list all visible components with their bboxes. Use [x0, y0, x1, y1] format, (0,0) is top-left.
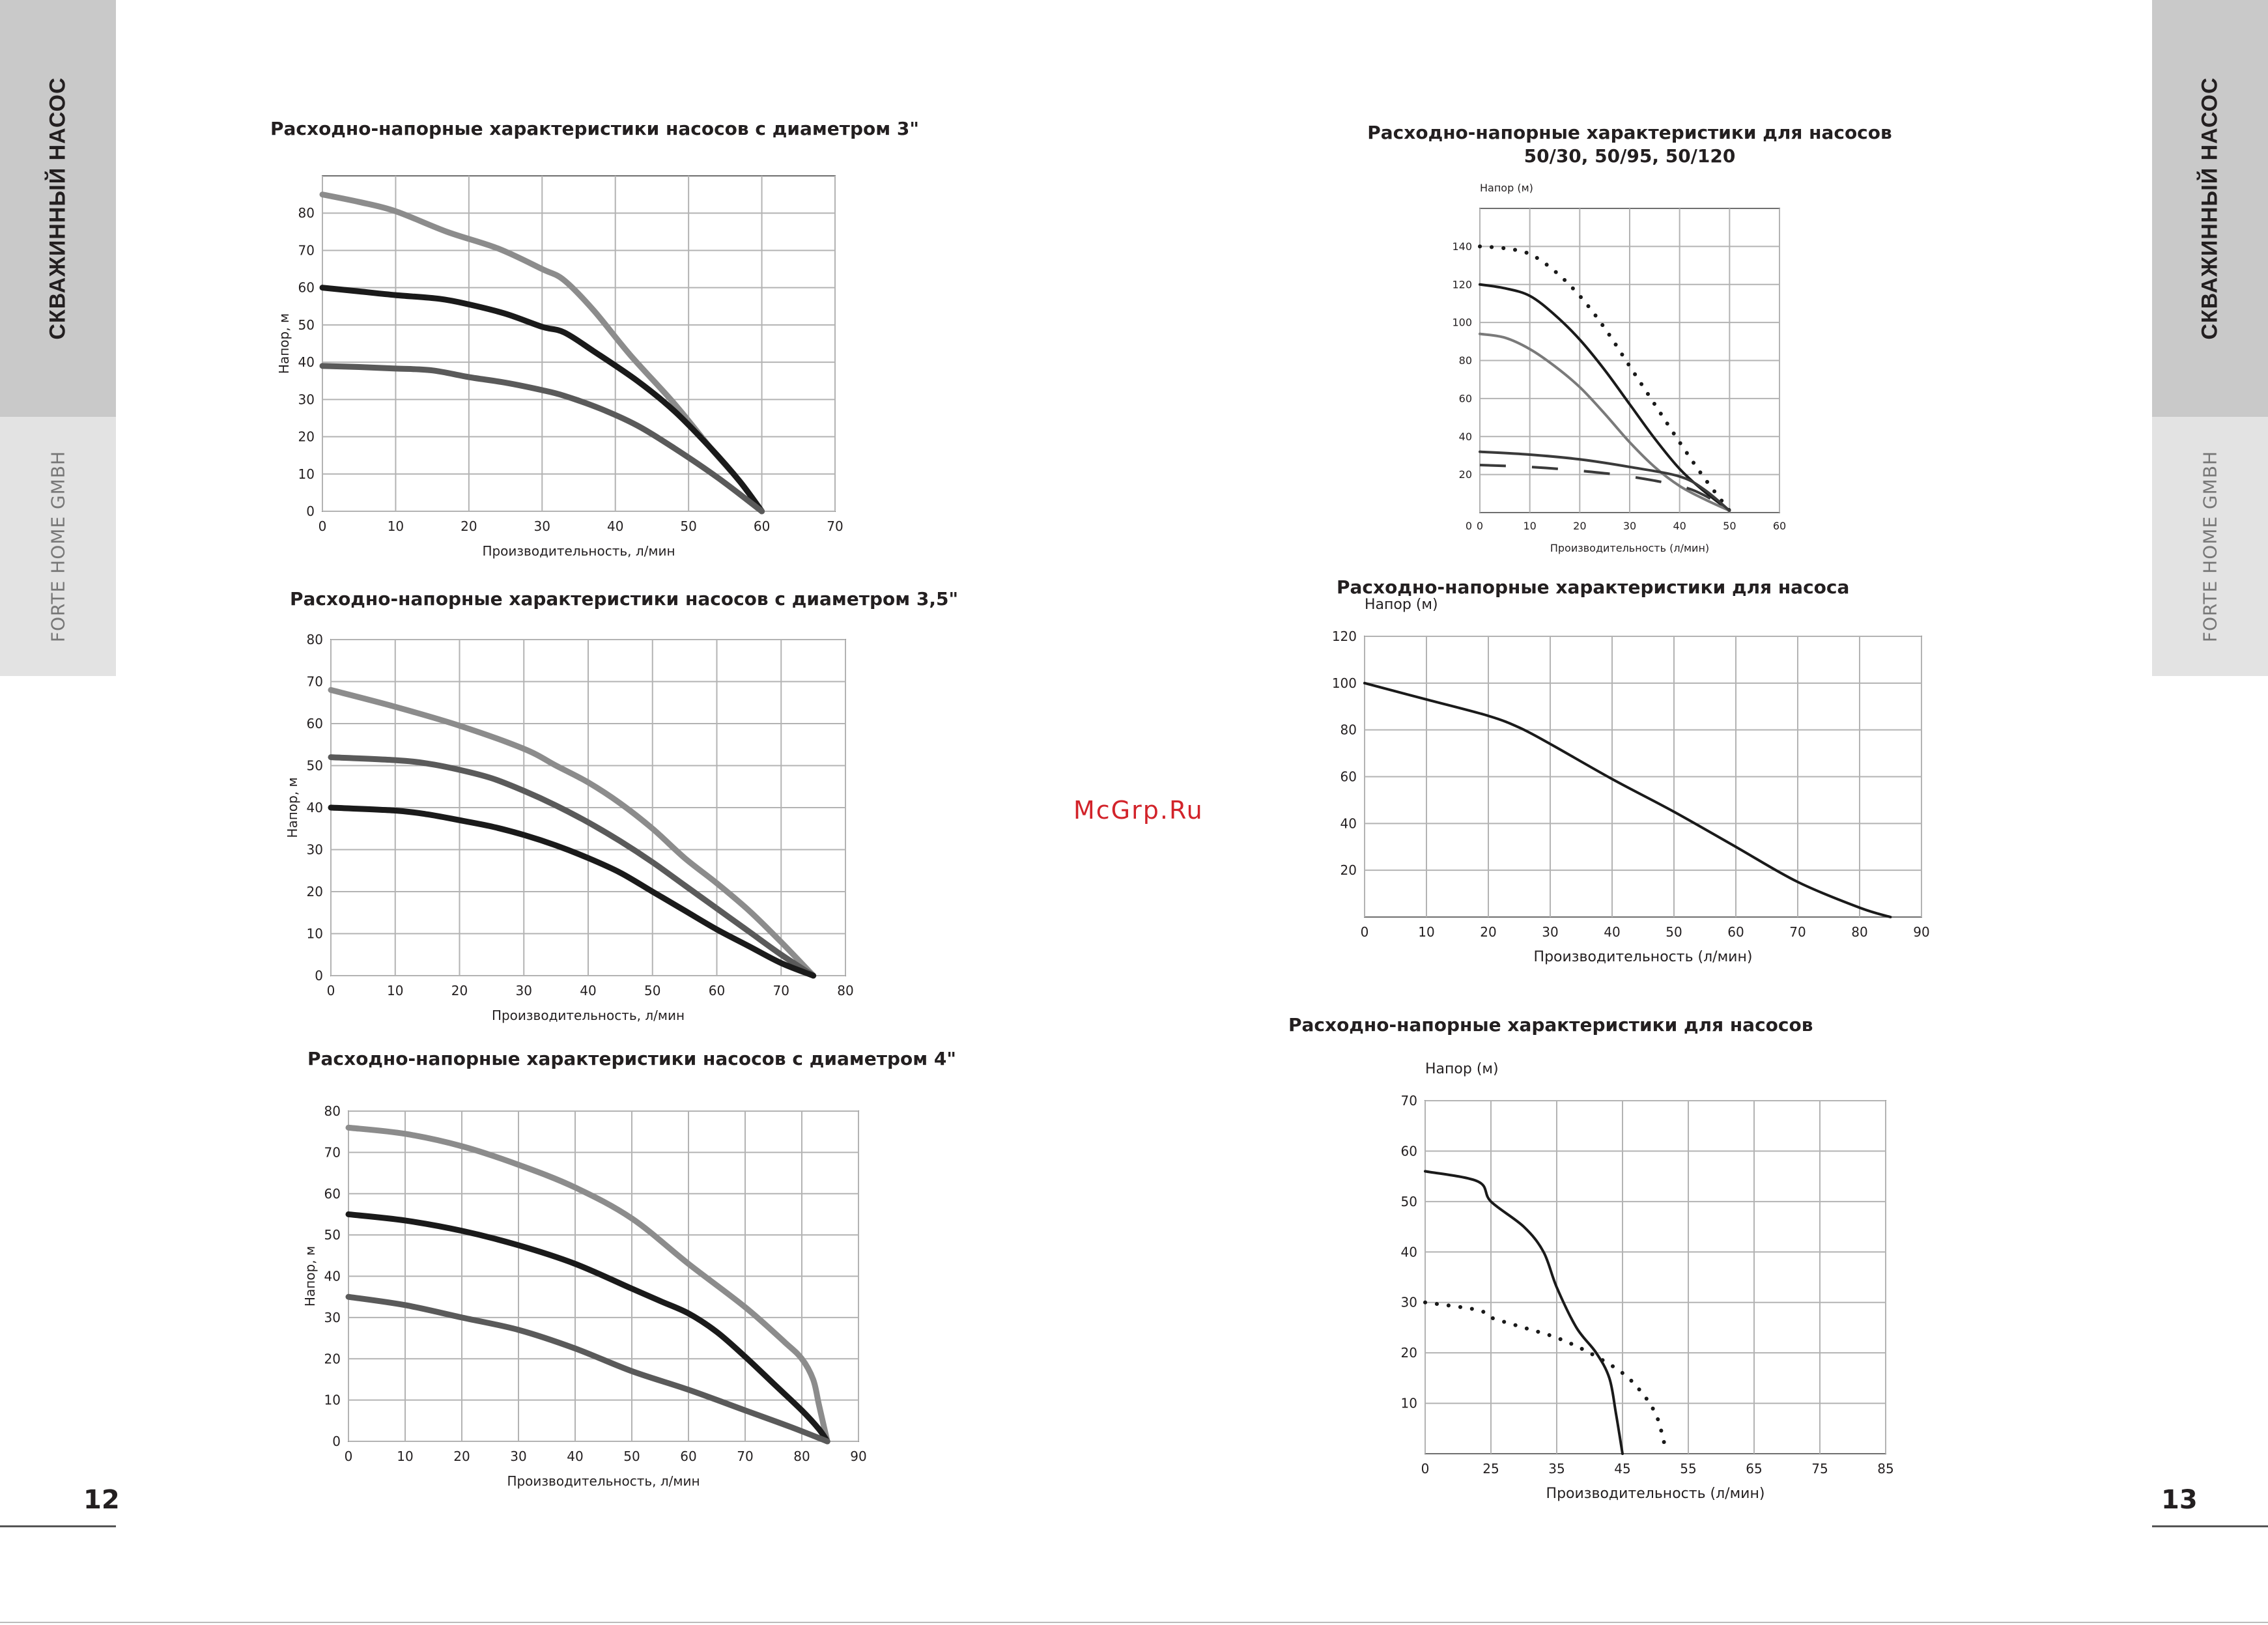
x-axis-label: Производительность, л/мин [507, 1473, 700, 1489]
y-tick-label: 40 [1340, 815, 1357, 832]
y-tick-label: 40 [1458, 430, 1472, 443]
y-tick-label: 70 [306, 673, 323, 690]
x-tick-label: 50 [623, 1448, 640, 1464]
x-tick-label: 60 [1727, 924, 1744, 940]
x-tick-label: 55 [1680, 1461, 1697, 1477]
y-axis-label: Напор, м [285, 777, 300, 838]
y-tick-label: 0 [315, 968, 323, 983]
x-tick-label: 90 [1913, 924, 1930, 940]
y-tick-label: 40 [298, 354, 315, 371]
x-tick-label: 80 [1851, 924, 1868, 940]
y-tick-label: 40 [306, 800, 323, 815]
x-tick-label: 70 [1789, 924, 1806, 940]
y-tick-label: 20 [1400, 1345, 1417, 1361]
y-tick-label: 40 [324, 1268, 341, 1284]
x-tick-label: 60 [680, 1448, 697, 1464]
x-tick-label: 30 [533, 518, 551, 534]
x-axis-label: Производительность (л/мин) [1533, 949, 1753, 965]
y-axis-label: Напор, м [302, 1245, 318, 1307]
x-tick-label: 10 [1418, 924, 1435, 940]
y-tick-label: 30 [306, 841, 323, 858]
y-tick-label: 100 [1452, 316, 1472, 329]
chart-title-4in: Расходно-напорные характеристики насосов с диаметром 4" [307, 1048, 956, 1069]
x-tick-label: 50 [644, 983, 661, 998]
y-tick-label: 80 [1340, 722, 1357, 738]
y-tick-label: 20 [306, 884, 323, 899]
page-number-right: 13 [2161, 1485, 2198, 1515]
series-line-2 [1425, 1303, 1666, 1449]
x-tick-label: 10 [1523, 520, 1537, 532]
x-tick-label: 30 [515, 983, 532, 998]
x-axis-label: Производительность, л/мин [482, 543, 675, 559]
plot-frame [1425, 1101, 1886, 1454]
x-tick-label: 40 [567, 1448, 584, 1464]
y-tick-label: 80 [306, 632, 323, 647]
y-axis-label: Напор, м [276, 313, 292, 374]
y-tick-label: 30 [324, 1309, 341, 1325]
y-tick-label: 60 [1400, 1143, 1417, 1159]
y-tick-label: 80 [1458, 354, 1472, 367]
x-axis-label: Производительность, л/мин [491, 1008, 685, 1023]
y-tick-label: 140 [1452, 240, 1472, 253]
y-tick-label: 0 [306, 503, 315, 519]
x-tick-label: 40 [606, 518, 624, 534]
series-line-1 [1425, 1171, 1623, 1454]
x-tick-label: 60 [753, 518, 771, 534]
x-tick-label: 70 [737, 1448, 754, 1464]
x-tick-label: 75 [1811, 1461, 1828, 1477]
x-tick-label: 40 [1673, 520, 1686, 532]
y-tick-label: 10 [324, 1392, 341, 1408]
y-axis-label: Напор (м) [1425, 1061, 1499, 1077]
y-tick-label: 120 [1452, 278, 1472, 291]
x-tick-label: 20 [451, 983, 468, 998]
sidebar-section-label: СКВАЖИННЫЙ НАСОС [2197, 77, 2222, 340]
x-tick-label: 30 [1623, 520, 1637, 532]
sidebar-brand-label: FORTE HOME GMBH [47, 450, 69, 643]
y-tick-label: 60 [1458, 392, 1472, 405]
y-tick-label: 60 [298, 279, 315, 296]
chart-title-3in: Расходно-напорные характеристики насосов с диаметром 3" [270, 118, 919, 139]
x-tick-label: 40 [1604, 924, 1621, 940]
y-tick-label: 50 [1400, 1193, 1417, 1209]
x-tick-label: 50 [1666, 924, 1682, 940]
y-tick-label: 50 [306, 757, 323, 774]
x-tick-label: 0 [344, 1448, 353, 1464]
y-tick-label: 120 [1331, 629, 1357, 644]
x-tick-label: 30 [1542, 924, 1559, 940]
origin-label: 0 [1465, 520, 1472, 532]
x-tick-label: 40 [580, 983, 597, 998]
page-number-left: 12 [83, 1485, 120, 1515]
x-tick-label: 70 [773, 983, 789, 998]
y-tick-label: 80 [324, 1103, 341, 1119]
x-tick-label: 90 [850, 1448, 867, 1464]
x-tick-label: 0 [1476, 520, 1484, 532]
x-tick-label: 0 [1421, 1461, 1430, 1477]
y-tick-label: 30 [298, 391, 315, 408]
y-tick-label: 70 [1400, 1093, 1417, 1109]
y-axis-label: Напор (м) [1480, 182, 1533, 194]
x-tick-label: 20 [1573, 520, 1587, 532]
chart-title-single: Расходно-напорные характеристики для насоса [1337, 576, 1850, 598]
y-tick-label: 20 [1340, 862, 1357, 879]
x-tick-label: 0 [326, 983, 335, 998]
x-tick-label: 80 [837, 983, 854, 998]
x-tick-label: 25 [1482, 1461, 1499, 1477]
x-tick-label: 80 [793, 1448, 810, 1464]
chart-title-dual: Расходно-напорные характеристики для насосов [1288, 1014, 1813, 1036]
x-tick-label: 0 [1360, 924, 1369, 940]
chart-title-50-line1: Расходно-напорные характеристики для насосов [1367, 122, 1892, 143]
sidebar-brand-label: FORTE HOME GMBH [2199, 450, 2221, 643]
y-tick-label: 60 [324, 1185, 341, 1202]
x-axis-label: Производительность (л/мин) [1546, 1486, 1765, 1502]
x-tick-label: 0 [318, 518, 327, 534]
y-tick-label: 10 [306, 926, 323, 942]
y-tick-label: 0 [332, 1434, 341, 1449]
x-tick-label: 60 [1772, 520, 1787, 532]
x-tick-label: 20 [461, 518, 477, 534]
sidebar-section-label: СКВАЖИННЫЙ НАСОС [45, 77, 70, 340]
x-tick-label: 70 [827, 518, 843, 534]
x-tick-label: 50 [1723, 520, 1736, 532]
y-tick-label: 20 [324, 1351, 341, 1367]
y-tick-label: 40 [1400, 1244, 1417, 1260]
plot-area [1401, 1061, 1894, 1502]
x-tick-label: 65 [1746, 1461, 1763, 1477]
chart-title-35in: Расходно-напорные характеристики насосов с диаметром 3,5" [290, 588, 959, 610]
y-tick-label: 70 [324, 1144, 341, 1161]
y-tick-label: 60 [1340, 769, 1357, 785]
x-tick-label: 20 [1480, 924, 1497, 940]
chart-title-50-line2: 50/30, 50/95, 50/120 [1524, 145, 1736, 167]
y-tick-label: 100 [1331, 675, 1357, 691]
x-tick-label: 60 [708, 983, 726, 998]
x-tick-label: 10 [397, 1448, 414, 1464]
y-tick-label: 70 [298, 242, 315, 259]
x-tick-label: 20 [453, 1448, 470, 1464]
y-tick-label: 10 [1400, 1395, 1417, 1411]
watermark: McGrp.Ru [1073, 796, 1204, 825]
x-tick-label: 45 [1614, 1461, 1631, 1477]
y-tick-label: 50 [298, 317, 315, 333]
x-tick-label: 50 [680, 518, 697, 534]
y-tick-label: 20 [1458, 468, 1472, 481]
x-tick-label: 85 [1877, 1461, 1894, 1477]
y-tick-label: 30 [1400, 1294, 1417, 1310]
y-tick-label: 10 [298, 466, 315, 482]
y-axis-label: Напор (м) [1365, 597, 1438, 613]
x-tick-label: 10 [387, 518, 404, 534]
y-tick-label: 20 [298, 429, 315, 445]
x-tick-label: 30 [510, 1448, 527, 1464]
y-tick-label: 60 [306, 716, 323, 731]
y-tick-label: 80 [298, 205, 315, 221]
y-tick-label: 50 [324, 1227, 341, 1243]
x-tick-label: 10 [387, 983, 404, 998]
x-tick-label: 35 [1548, 1461, 1565, 1477]
x-axis-label: Производительность (л/мин) [1550, 542, 1710, 554]
